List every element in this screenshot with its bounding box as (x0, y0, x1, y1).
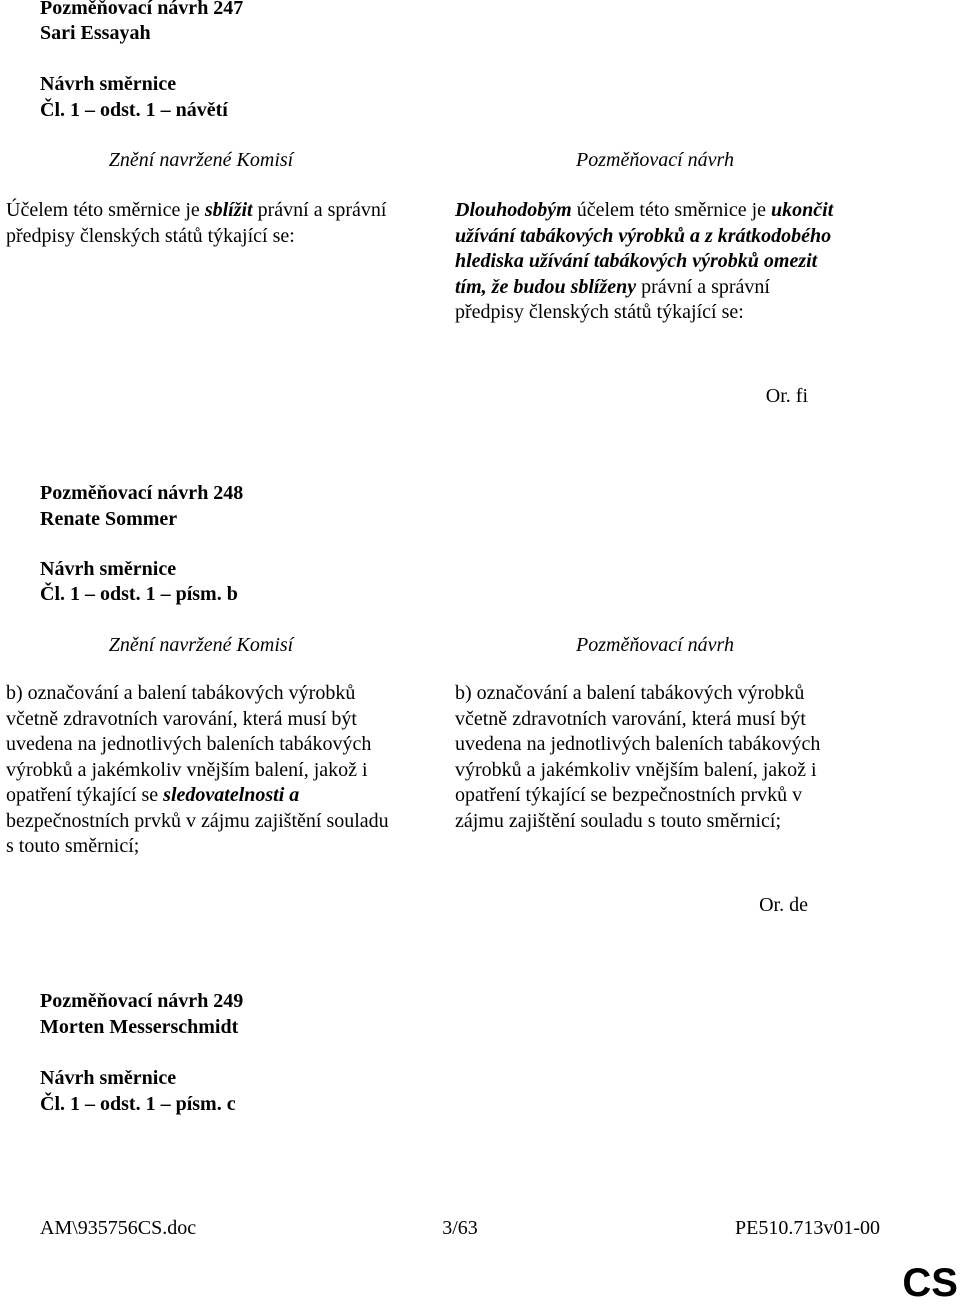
text-run: b) označování a balení tabákových výrobků včetně zdravotních varování, která musí být uvedena na jednotlivých baleních tabákových výrobků a jakémkoliv vnějším balení, jakož i opatření týkající se bezpečnostních prvků v zájmu zajištění souladu s touto směrnicí; (455, 682, 821, 832)
text-run: účelem této směrnice je (571, 199, 772, 221)
amendment-title-248: Pozměňovací návrh 248 (40, 482, 244, 504)
text-run-emphasis: ukončit užívání tabákových výrobků a z krátkodobého hlediska užívání tabákových výrobků omezit tím, že budou sblíženy (455, 199, 834, 298)
text-run-emphasis: sblížit (204, 199, 253, 221)
commission-text-247 (6, 198, 396, 249)
amendment-title-247: Pozměňovací návrh 247 (40, 0, 244, 19)
text-run-emphasis: sledovatelnosti a (163, 784, 300, 806)
amendment-text-247 (455, 198, 840, 326)
amendment-title-249: Pozměňovací návrh 249 (40, 990, 244, 1012)
amendment-header-247: Pozměňovací návrh (576, 149, 734, 171)
article-ref-248: Čl. 1 – odst. 1 – písm. b (40, 583, 238, 605)
text-run: právní a správní předpisy členských států týkající se: (6, 199, 387, 247)
amendment-author-249: Morten Messerschmidt (40, 1016, 239, 1038)
amendment-author-247: Sari Essayah (40, 22, 151, 44)
footer-doc-ref: AM\935756CS.doc (40, 1217, 197, 1239)
amendment-header-248: Pozměňovací návrh (576, 634, 734, 656)
commission-text-248 (6, 681, 396, 860)
text-run: Účelem této směrnice je (6, 199, 205, 221)
amendment-author-248: Renate Sommer (40, 508, 178, 530)
proposal-label-249: Návrh směrnice (40, 1067, 177, 1089)
proposal-label-247: Návrh směrnice (40, 73, 177, 95)
footer-pe-ref: PE510.713v01-00 (735, 1217, 880, 1239)
amendment-text-248 (455, 681, 855, 834)
footer-page-number: 3/63 (442, 1217, 478, 1239)
text-run: b) označování a balení tabákových výrobků včetně zdravotních varování, která musí být uvedena na jednotlivých baleních tabákových výrobků a jakémkoliv vnějším balení, jakož i opatření týkající se (6, 682, 372, 806)
text-run: bezpečnostních prvků v zájmu zajištění souladu s touto směrnicí; (6, 809, 389, 857)
commission-text-header-248: Znění navržené Komisí (108, 634, 294, 656)
article-ref-247: Čl. 1 – odst. 1 – návětí (40, 99, 228, 121)
proposal-label-248: Návrh směrnice (40, 558, 177, 580)
language-code-badge: CS (902, 1261, 958, 1305)
original-language-248: Or. de (759, 894, 808, 916)
original-language-247: Or. fi (765, 385, 808, 407)
commission-text-header-247: Znění navržené Komisí (108, 149, 294, 171)
text-run-emphasis: Dlouhodobým (455, 199, 572, 221)
text-run: právní a správní předpisy členských států týkající se: (455, 275, 770, 323)
article-ref-249: Čl. 1 – odst. 1 – písm. c (40, 1093, 236, 1115)
